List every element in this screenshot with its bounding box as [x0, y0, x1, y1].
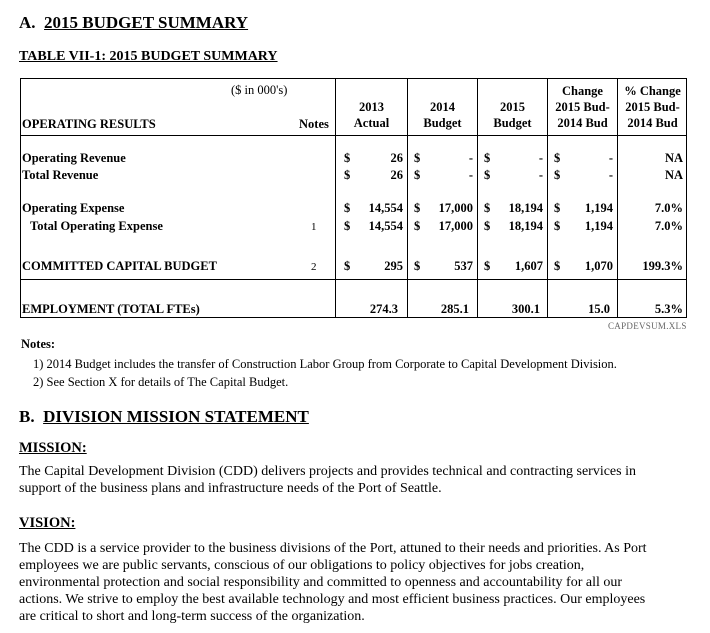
cell-2013-actual: 26 [390, 151, 403, 165]
currency-symbol: $ [554, 168, 561, 182]
cell-pct-change: 5.3% [654, 302, 683, 316]
cell-2014-budget: - [468, 168, 473, 182]
cell-2013-actual: 14,554 [368, 201, 403, 215]
row-note: 2 [311, 261, 317, 273]
budget-summary-table [20, 78, 687, 318]
section-a-heading: A. 2015 BUDGET SUMMARY [19, 13, 249, 32]
currency-symbol: $ [344, 168, 351, 182]
paragraph-line: are critical to short and long-term success of the organization. [19, 609, 365, 624]
cell-2015-budget: 18,194 [508, 219, 543, 233]
cell-2014-budget: 537 [454, 259, 473, 273]
cell-2015-budget: 300.1 [511, 302, 540, 316]
currency-symbol: $ [554, 151, 561, 165]
paragraph-line: environmental protection and social responsibility and committed to openness and accountability for all our [19, 575, 623, 590]
currency-symbol: $ [344, 151, 351, 165]
cell-pct-change: 199.3% [642, 259, 683, 273]
cell-2014-budget: - [468, 151, 473, 165]
mission-heading: MISSION: [19, 440, 87, 456]
cell-2015-budget: 18,194 [508, 201, 543, 215]
cell-change: 1,194 [584, 201, 613, 215]
section-a-title: 2015 BUDGET SUMMARY [44, 13, 249, 32]
paragraph-line: employees we are public servants, conscious of our obligations to policy objectives for jobs creation, [19, 558, 585, 573]
section-b-title: DIVISION MISSION STATEMENT [43, 407, 309, 426]
header-2015-budget: 2015 Budget [493, 100, 532, 130]
vision-paragraph [19, 540, 647, 625]
currency-symbol: $ [414, 201, 421, 215]
cell-change: 1,070 [584, 259, 613, 273]
cell-2015-budget: - [538, 168, 543, 182]
row-label: COMMITTED CAPITAL BUDGET [22, 259, 217, 273]
row-label: EMPLOYMENT (TOTAL FTEs) [22, 302, 200, 316]
file-tag: CAPDEVSUM.XLS [608, 321, 687, 331]
currency-symbol: $ [554, 259, 561, 273]
cell-2013-actual: 26 [390, 168, 403, 182]
row-label: Operating Revenue [22, 151, 126, 165]
cell-pct-change: 7.0% [654, 201, 683, 215]
table-title: TABLE VII-1: 2015 BUDGET SUMMARY [19, 49, 278, 64]
currency-symbol: $ [344, 259, 351, 273]
currency-symbol: $ [344, 219, 351, 233]
row-divider [21, 279, 686, 280]
currency-symbol: $ [484, 259, 491, 273]
cell-change: - [608, 151, 613, 165]
header-notes: Notes [299, 117, 329, 131]
header-change: Change 2015 Bud- 2014 Bud [555, 84, 610, 130]
section-b-heading: B. DIVISION MISSION STATEMENT [19, 407, 309, 426]
header-divider [21, 135, 686, 136]
paragraph-line: The CDD is a service provider to the business divisions of the Port, attuned to their needs and priorities. As Port [19, 541, 647, 556]
cell-2015-budget: - [538, 151, 543, 165]
row-note: 1 [311, 221, 317, 233]
notes-heading: Notes: [21, 337, 56, 351]
cell-2015-budget: 1,607 [514, 259, 543, 273]
currency-symbol: $ [484, 201, 491, 215]
header-2013-actual: 2013 Actual [353, 100, 390, 130]
header-operating-results: OPERATING RESULTS [22, 117, 156, 131]
units-label: ($ in 000's) [231, 83, 288, 97]
cell-2014-budget: 17,000 [438, 201, 473, 215]
row-label: Total Revenue [22, 168, 99, 182]
currency-symbol: $ [414, 259, 421, 273]
mission-paragraph [19, 463, 636, 497]
cell-2014-budget: 17,000 [438, 219, 473, 233]
currency-symbol: $ [414, 151, 421, 165]
currency-symbol: $ [554, 219, 561, 233]
currency-symbol: $ [554, 201, 561, 215]
cell-change: 15.0 [588, 302, 610, 316]
currency-symbol: $ [484, 168, 491, 182]
currency-symbol: $ [484, 151, 491, 165]
note-item: 1) 2014 Budget includes the transfer of Construction Labor Group from Corporate to Capital Development Division. [33, 357, 617, 371]
currency-symbol: $ [344, 201, 351, 215]
currency-symbol: $ [484, 219, 491, 233]
currency-symbol: $ [414, 168, 421, 182]
cell-2013-actual: 274.3 [369, 302, 398, 316]
vision-heading: VISION: [19, 515, 76, 531]
cell-change: - [608, 168, 613, 182]
note-item: 2) See Section X for details of The Capital Budget. [33, 375, 289, 389]
cell-2013-actual: 14,554 [368, 219, 403, 233]
currency-symbol: $ [414, 219, 421, 233]
cell-pct-change: NA [664, 168, 683, 182]
paragraph-line: The Capital Development Division (CDD) delivers projects and provides technical and contracting services in [19, 464, 636, 479]
paragraph-line: actions. We strive to employ the best available technology and most efficient business practices. Our employees [19, 592, 646, 607]
row-label: Total Operating Expense [30, 219, 163, 233]
row-label: Operating Expense [22, 201, 125, 215]
cell-pct-change: 7.0% [654, 219, 683, 233]
cell-pct-change: NA [664, 151, 683, 165]
cell-2014-budget: 285.1 [440, 302, 469, 316]
header-2014-budget: 2014 Budget [423, 100, 462, 130]
paragraph-line: support of the business plans and infrastructure needs of the Port of Seattle. [19, 481, 442, 496]
header-pct-change: % Change 2015 Bud- 2014 Bud [624, 84, 681, 130]
cell-change: 1,194 [584, 219, 613, 233]
cell-2013-actual: 295 [384, 259, 403, 273]
